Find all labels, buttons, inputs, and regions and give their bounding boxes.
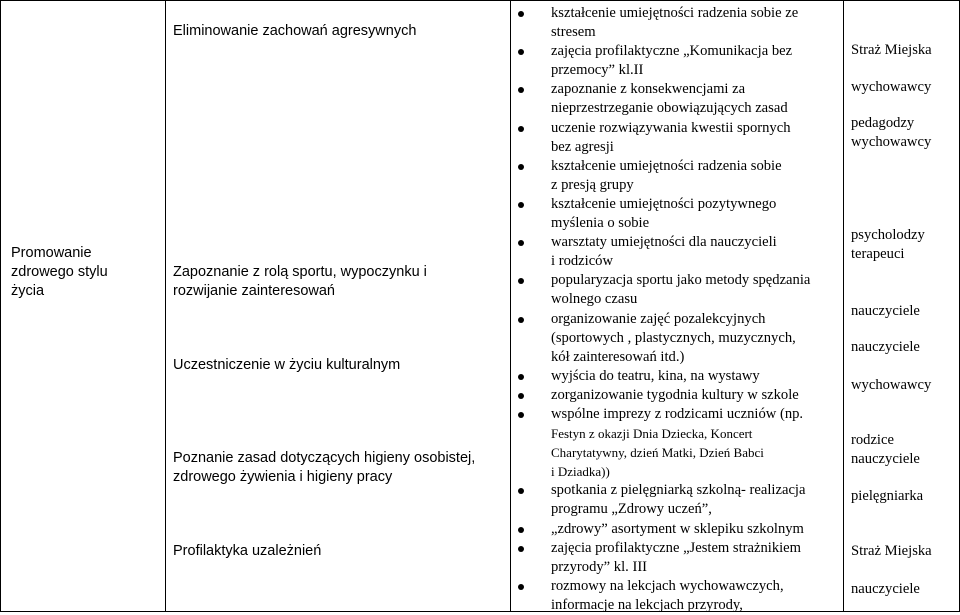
responsible-item <box>851 338 956 357</box>
activity-line: kształcenie umiejętności radzenia sobie <box>551 157 782 174</box>
bullet-icon <box>518 49 524 55</box>
responsible-line: pielęgniarka <box>851 488 924 504</box>
bullet-icon <box>518 317 524 323</box>
bullet-icon <box>518 240 524 246</box>
activity-line: stresem <box>551 24 596 41</box>
responsible-line: nauczyciele <box>851 339 920 355</box>
bullet-icon <box>518 126 524 132</box>
responsible-item <box>851 78 956 97</box>
goal-line: Profilaktyka uzależnień <box>173 543 322 559</box>
responsible-item <box>851 302 956 321</box>
activity-item <box>518 520 844 539</box>
activity-line: z presją grupy <box>551 176 634 193</box>
activities-cell <box>518 4 844 615</box>
activity-line: i rodziców <box>551 253 614 270</box>
activity-item <box>518 310 844 367</box>
responsible-line: Straż Miejska <box>851 543 932 559</box>
bullet-icon <box>518 374 524 380</box>
responsible-line: rodzice <box>851 432 894 448</box>
activity-item <box>518 42 844 80</box>
activity-line: rozmowy na lekcjach wychowawczych, <box>551 577 784 594</box>
responsible-item <box>851 542 956 561</box>
activity-line: przyrody” kl. III <box>551 558 648 575</box>
responsible-line: nauczyciele <box>851 451 920 467</box>
responsible-item <box>851 226 956 264</box>
bullet-icon <box>518 584 524 590</box>
activity-line: informacje na lekcjach przyrody, <box>551 596 743 613</box>
activity-line: wolnego czasu <box>551 291 638 308</box>
goal-line: Eliminowanie zachowań agresywnych <box>173 23 417 39</box>
activity-item <box>518 233 844 271</box>
responsible-line: wychowawcy <box>851 134 932 150</box>
table-border-left <box>0 0 1 612</box>
bullet-icon <box>518 278 524 284</box>
activity-line: kształcenie umiejętności pozytywnego <box>551 195 777 212</box>
activity-line: przemocy” kl.II <box>551 62 644 79</box>
activity-item <box>518 119 844 157</box>
responsible-line: wychowawcy <box>851 377 932 393</box>
bullet-icon <box>518 87 524 93</box>
activity-line: zorganizowanie tygodnia kultury w szkole <box>551 386 799 403</box>
goal-line: rozwijanie zainteresowań <box>173 283 335 299</box>
goal-item <box>173 263 513 301</box>
activity-line: warsztaty umiejętności dla nauczycieli <box>551 234 777 251</box>
responsible-line: psycholodzy <box>851 227 925 243</box>
responsible-item <box>851 376 956 395</box>
responsible-item <box>851 580 956 599</box>
activity-item <box>518 271 844 309</box>
activity-line: programu „Zdrowy uczeń”, <box>551 501 712 518</box>
activity-line: uczenie rozwiązywania kwestii spornych <box>551 119 791 136</box>
area-title-line: życia <box>11 283 45 299</box>
activity-line: nieprzestrzeganie obowiązujących zasad <box>551 100 788 117</box>
bullet-icon <box>518 488 524 494</box>
responsible-line: nauczyciele <box>851 303 920 319</box>
responsible-line: pedagodzy <box>851 115 915 131</box>
responsible-item <box>851 114 956 152</box>
bullet-icon <box>518 546 524 552</box>
area-title-cell <box>11 244 111 301</box>
activity-line: Festyn z okazji Dnia Dziecka, Koncert <box>551 426 753 442</box>
bullet-icon <box>518 11 524 17</box>
activity-item <box>518 386 844 405</box>
table-border-top <box>0 0 960 1</box>
activity-item <box>518 539 844 577</box>
activity-line: zajęcia profilaktyczne „Jestem strażnikiem <box>551 539 801 556</box>
bullet-icon <box>518 393 524 399</box>
activity-item <box>518 405 844 481</box>
bullet-icon <box>518 527 524 533</box>
goal-item <box>173 22 513 41</box>
activity-line: Charytatywny, dzień Matki, Dzień Babci <box>551 445 764 461</box>
activity-line: zajęcia profilaktyczne „Komunikacja bez <box>551 43 793 60</box>
responsible-item <box>851 431 956 469</box>
activity-item <box>518 367 844 386</box>
activity-line: wyjścia do teatru, kina, na wystawy <box>551 367 760 384</box>
column-divider <box>165 0 166 612</box>
goal-line: zdrowego żywienia i higieny pracy <box>173 469 393 485</box>
bullet-icon <box>518 412 524 418</box>
activity-line: kształcenie umiejętności radzenia sobie ze <box>551 5 799 21</box>
activity-line: wspólne imprezy z rodzicami uczniów (np. <box>551 405 804 422</box>
column-divider <box>510 0 511 612</box>
goal-line: Poznanie zasad dotyczących higieny osobistej, <box>173 450 476 466</box>
responsible-line: nauczyciele <box>851 581 920 597</box>
area-title-line: zdrowego stylu <box>11 264 108 280</box>
activity-line: bez agresji <box>551 138 614 155</box>
responsible-line: wychowawcy <box>851 79 932 95</box>
activity-line: organizowanie zajęć pozalekcyjnych <box>551 310 766 327</box>
activity-line: spotkania z pielęgniarką szkolną- realizacja <box>551 482 806 499</box>
bullet-icon <box>518 164 524 170</box>
goal-line: Zapoznanie z rolą sportu, wypoczynku i <box>173 264 427 280</box>
activity-line: i Dziadka)) <box>551 464 610 480</box>
activity-line: (sportowych , plastycznych, muzycznych, <box>551 329 796 346</box>
goal-item <box>173 356 513 375</box>
activity-line: zapoznanie z konsekwencjami za <box>551 81 746 98</box>
activity-item <box>518 577 844 615</box>
responsible-item <box>851 41 956 60</box>
activity-line: myślenia o sobie <box>551 215 650 232</box>
responsible-item <box>851 487 956 506</box>
activity-line: popularyzacja sportu jako metody spędzania <box>551 272 811 289</box>
responsible-line: Straż Miejska <box>851 42 932 58</box>
activities-list <box>518 4 844 615</box>
activity-item <box>518 4 844 42</box>
goal-line: Uczestniczenie w życiu kulturalnym <box>173 357 401 373</box>
activity-item <box>518 157 844 195</box>
goal-item <box>173 542 513 561</box>
goal-item <box>173 449 513 487</box>
responsible-line: terapeuci <box>851 246 905 262</box>
activity-line: „zdrowy” asortyment w sklepiku szkolnym <box>551 520 804 537</box>
bullet-icon <box>518 202 524 208</box>
activity-line: kół zainteresowań itd.) <box>551 348 685 365</box>
activity-item <box>518 80 844 118</box>
activity-item <box>518 481 844 519</box>
activity-item <box>518 195 844 233</box>
area-title-line: Promowanie <box>11 245 92 261</box>
